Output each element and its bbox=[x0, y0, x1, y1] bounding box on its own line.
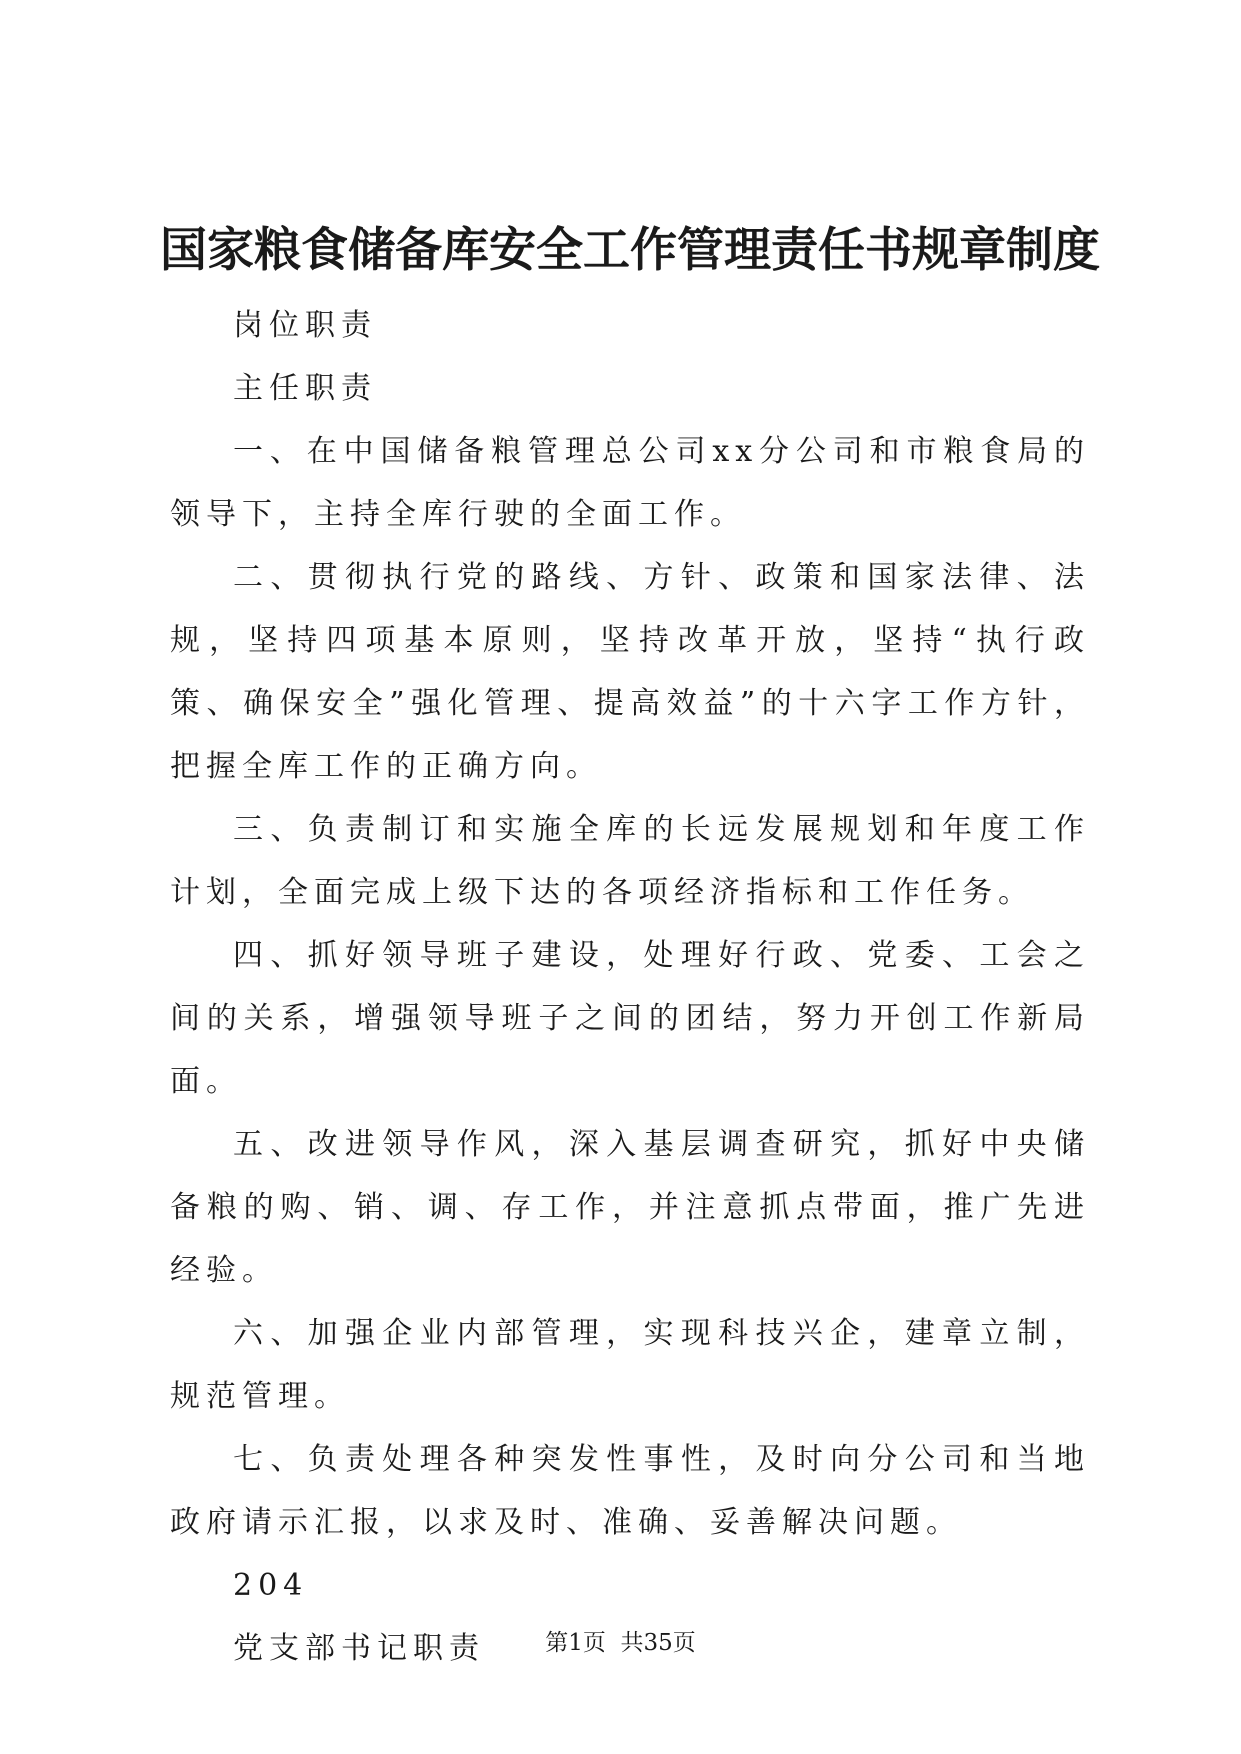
paragraph-item-7: 七、负责处理各种突发性事性，及时向分公司和当地政府请示汇报，以求及时、准确、妥善解决问题。 bbox=[170, 1442, 1090, 1540]
paragraph-item-6: 六、加强企业内部管理，实现科技兴企，建章立制，规范管理。 bbox=[170, 1316, 1090, 1414]
paragraph-item-2: 二、贯彻执行党的路线、方针、政策和国家法律、法规，坚持四项基本原则，坚持改革开放，坚持“执行政策、确保安全”强化管理、提高效益”的十六字工作方针，把握全库工作的正确方向。 bbox=[170, 560, 1090, 784]
paragraph-item-5: 五、改进领导作风，深入基层调查研究，抓好中央储备粮的购、销、调、存工作，并注意抓点带面，推广先进经验。 bbox=[170, 1127, 1090, 1288]
document-title: 国家粮食储备库安全工作管理责任书规章制度 bbox=[160, 223, 1100, 278]
paragraph-next-role-heading: 党支部书记职责 bbox=[233, 1631, 485, 1666]
paragraph-number: 204 bbox=[233, 1568, 309, 1603]
page-number-label: 第1页 共35页 bbox=[545, 1630, 696, 1656]
paragraph-item-4: 四、抓好领导班子建设，处理好行政、党委、工会之间的关系，增强领导班子之间的团结，努力开创工作新局面。 bbox=[170, 938, 1090, 1099]
paragraph-item-1: 一、在中国储备粮管理总公司xx分公司和市粮食局的领导下，主持全库行驶的全面工作。 bbox=[170, 434, 1090, 532]
page-footer bbox=[0, 1628, 1241, 1658]
paragraph-role-heading: 主任职责 bbox=[233, 371, 377, 406]
document-body bbox=[170, 294, 1090, 1680]
paragraph-item-3: 三、负责制订和实施全库的长远发展规划和年度工作计划，全面完成上级下达的各项经济指标和工作任务。 bbox=[170, 812, 1090, 910]
paragraph-section-heading: 岗位职责 bbox=[233, 308, 377, 343]
